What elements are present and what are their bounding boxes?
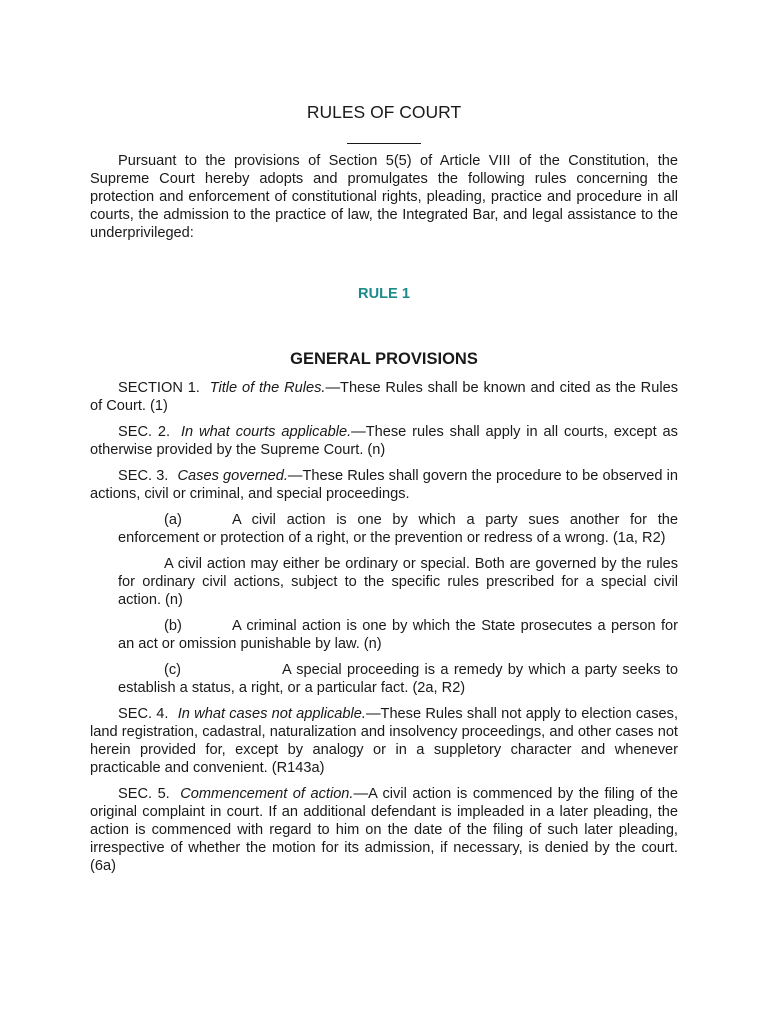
section-heading: Commencement of action. [180, 786, 354, 802]
clause-marker: (c) [164, 662, 182, 678]
section-text: —A civil action is commenced by the filing of the original complaint in court. If an additional defendant is impleaded in a later pleading, the action is commenced with regard to him on the date of the filing of such later pleading, irrespective of whether the motion for its admission, if necessary, is denied by the court. (6a) [90, 786, 678, 874]
clause-text: A civil action is one by which a party sues another for the enforcement or protection of a right, or the prevention or redress of a wrong. (1a, R2) [118, 512, 678, 546]
section-label: SEC. 4. [118, 706, 169, 722]
chapter-title: GENERAL PROVISIONS [290, 350, 478, 368]
preamble-paragraph: Pursuant to the provisions of Section 5(5) of Article VIII of the Constitution, the Supreme Court hereby adopts and promulgates the following rules concerning the protection and enforcement of constitutional rights, pleading, practice and procedure in all courts, the admission to the practice of law, the Integrated Bar, and legal assistance to the underprivileged: [90, 153, 678, 241]
title-underline [347, 143, 421, 144]
section-label: SEC. 2. [118, 424, 171, 440]
section-text: —These Rules shall not apply to election cases, land registration, cadastral, naturalization and insolvency proceedings, and other cases not herein provided for, except by analogy or in a suppletory character and whenever practicable and convenient. (R143a) [90, 706, 678, 776]
section-3-clause-c [118, 661, 678, 697]
document-title: RULES OF COURT [306, 102, 462, 122]
clause-marker: (a) [164, 512, 182, 528]
section-5 [90, 785, 678, 875]
clause-text: A criminal action is one by which the State prosecutes a person for an act or omission punishable by law. (n) [118, 618, 678, 652]
section-text: —These rules shall apply in all courts, except as otherwise provided by the Supreme Court. (n) [90, 424, 678, 458]
section-heading: In what cases not applicable. [177, 706, 366, 722]
clause-marker: (b) [164, 618, 182, 634]
section-text: —These Rules shall be known and cited as the Rules of Court. (1) [90, 380, 678, 414]
section-label: SECTION 1. [118, 380, 200, 396]
section-3 [90, 467, 678, 503]
section-text: —These Rules shall govern the procedure to be observed in actions, civil or criminal, and special proceedings. [90, 468, 678, 502]
clause-text: A special proceeding is a remedy by which a party seeks to establish a status, a right, or a particular fact. (2a, R2) [118, 662, 678, 696]
section-4 [90, 705, 678, 777]
section-1 [90, 379, 678, 415]
section-heading: Cases governed. [177, 468, 288, 484]
section-heading: In what courts applicable. [180, 424, 352, 440]
section-heading: Title of the Rules. [209, 380, 326, 396]
section-label: SEC. 3. [118, 468, 169, 484]
section-2 [90, 423, 678, 459]
section-3-clause-a [118, 511, 678, 547]
section-label: SEC. 5. [118, 786, 170, 802]
rule-number-heading: RULE 1 [358, 286, 410, 302]
document-page [90, 100, 678, 883]
section-3-clause-b [118, 617, 678, 653]
section-3-clause-a-continued: A civil action may either be ordinary or special. Both are governed by the rules for ordinary civil actions, subject to the specific rules prescribed for a special civil action. (n) [118, 556, 678, 608]
